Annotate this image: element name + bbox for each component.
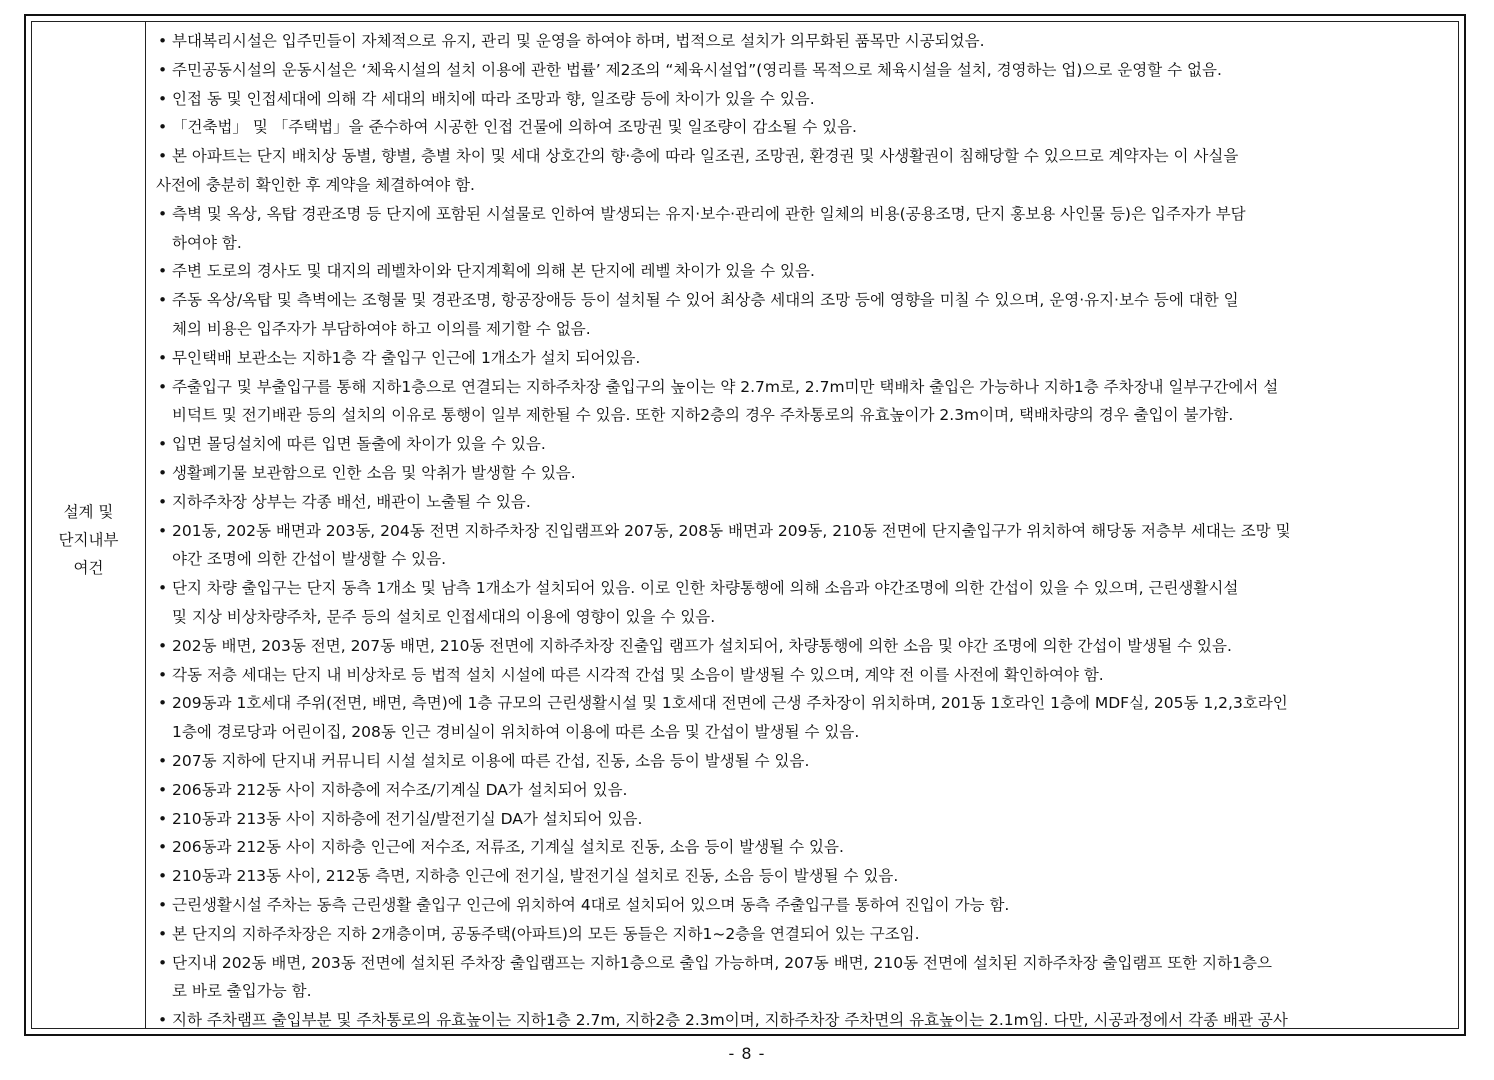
notice-item [156, 488, 1448, 517]
notice-item [156, 142, 1448, 200]
notice-item [156, 113, 1448, 142]
notice-item [156, 85, 1448, 114]
bullet-icon: • [158, 262, 168, 281]
notice-item-line: 주변 도로의 경사도 및 대지의 레벨차이와 단지계획에 의해 본 단지에 레벨 차이가 있을 수 있음. [172, 262, 815, 281]
bullet-icon: • [158, 291, 168, 310]
bullet-icon: • [158, 809, 168, 828]
notice-item [156, 891, 1448, 920]
bullet-icon: • [158, 147, 168, 166]
bullet-icon: • [158, 435, 168, 454]
notice-item-line: 주동 옥상/옥탑 및 측벽에는 조형물 및 경관조명, 항공장애등 등이 설치될 수 있어 최상층 세대의 조망 등에 영향을 미칠 수 있으며, 운영·유지·보수 등에 대한 일 [172, 291, 1239, 310]
notice-item [156, 257, 1448, 286]
notice-item-line: 사전에 충분히 확인한 후 계약을 체결하여야 함. [156, 175, 475, 194]
notice-item-line: 입면 몰딩설치에 따른 입면 돌출에 차이가 있을 수 있음. [172, 435, 546, 454]
notice-item-line: 단지내 202동 배면, 203동 전면에 설치된 주차장 출입램프는 지하1층으로 출입 가능하며, 207동 배면, 210동 전면에 설치된 지하주차장 출입램프 또한 지하1층으 [172, 953, 1272, 972]
bullet-icon: • [158, 492, 168, 511]
notice-table [24, 14, 1466, 1036]
bullet-icon: • [158, 89, 168, 108]
notice-item-line: 근린생활시설 주차는 동측 근린생활 출입구 인근에 위치하여 4대로 설치되어 있으며 동측 주출입구를 통하여 진입이 가능 함. [172, 895, 1010, 914]
bullet-icon: • [158, 579, 168, 598]
bullet-icon: • [158, 521, 168, 540]
notice-item [156, 776, 1448, 805]
bullet-icon: • [158, 838, 168, 857]
notice-item-line: 생활폐기물 보관함으로 인한 소음 및 악취가 발생할 수 있음. [172, 463, 576, 482]
notice-table-row [31, 21, 1459, 1029]
notice-item-line: 및 지상 비상차량주차, 문주 등의 설치로 인접세대의 이용에 영향이 있을 수 있음. [172, 607, 716, 626]
notice-item [156, 661, 1448, 690]
bullet-icon: • [158, 348, 168, 367]
notice-item-line: 202동 배면, 203동 전면, 207동 배면, 210동 전면에 지하주차장 진출입 램프가 설치되어, 차량통행에 의한 소음 및 야간 조명에 의한 간섭이 발생될 수 있음. [172, 636, 1232, 655]
notice-item [156, 689, 1448, 747]
notice-item-line: 비덕트 및 전기배관 등의 설치의 이유로 통행이 일부 제한될 수 있음. 또한 지하2층의 경우 주차통로의 유효높이가 2.3m이며, 택배차량의 경우 출입이 불가함. [172, 406, 1234, 425]
section-label: 설계 및 단지내부 여건 [58, 503, 119, 577]
notice-item [156, 805, 1448, 834]
bullet-icon: • [158, 895, 168, 914]
notice-item [156, 862, 1448, 891]
notice-item-line: 207동 지하에 단지내 커뮤니티 시설 설치로 이용에 따른 간섭, 진동, 소음 등이 발생될 수 있음. [172, 751, 810, 770]
notice-item [156, 632, 1448, 661]
bullet-icon: • [158, 924, 168, 943]
notice-item-line: 부대복리시설은 입주민들이 자체적으로 유지, 관리 및 운영을 하여야 하며, 법적으로 설치가 의무화된 품목만 시공되었음. [172, 32, 985, 50]
notice-item [156, 1006, 1448, 1028]
notice-item [156, 286, 1448, 344]
notice-item [156, 747, 1448, 776]
bullet-icon: • [158, 780, 168, 799]
notice-item [156, 517, 1448, 575]
section-label-cell [32, 22, 146, 1028]
bullet-icon: • [158, 953, 168, 972]
bullet-icon: • [158, 1011, 168, 1028]
bullet-icon: • [158, 867, 168, 886]
notice-item-line: 지하주차장 상부는 각종 배선, 배관이 노출될 수 있음. [172, 492, 531, 511]
notice-item [156, 430, 1448, 459]
notice-item [156, 373, 1448, 431]
bullet-icon: • [158, 694, 168, 713]
page-number: - 8 - [728, 1044, 766, 1063]
notice-item-line: 본 아파트는 단지 배치상 동별, 향별, 층별 차이 및 세대 상호간의 향·층에 따라 일조권, 조망권, 환경권 및 사생활권이 침해당할 수 있으므로 계약자는 이 사실을 [172, 147, 1239, 166]
notice-item [156, 920, 1448, 949]
notice-item-line: 210동과 213동 사이 지하층에 전기실/발전기실 DA가 설치되어 있음. [172, 809, 643, 828]
notice-item-line: 주출입구 및 부출입구를 통해 지하1층으로 연결되는 지하주차장 출입구의 높이는 약 2.7m로, 2.7m미만 택배차 출입은 가능하나 지하1층 주차장내 일부구간에서 설 [172, 377, 1279, 396]
notice-item [156, 56, 1448, 85]
notice-item-line: 201동, 202동 배면과 203동, 204동 전면 지하주차장 진입램프와 207동, 208동 배면과 209동, 210동 전면에 단지출입구가 위치하여 해당동 저층부 세대는 조망 및 [172, 521, 1291, 540]
notice-item [156, 833, 1448, 862]
notice-item-line: 하여야 함. [172, 233, 242, 252]
bullet-icon: • [158, 377, 168, 396]
notice-item [156, 27, 1448, 56]
notice-item-line: 로 바로 출입가능 함. [172, 982, 312, 1001]
section-content-cell [146, 22, 1458, 1028]
bullet-icon: • [158, 60, 168, 79]
notice-item-line: 206동과 212동 사이 지하층에 저수조/기계실 DA가 설치되어 있음. [172, 780, 628, 799]
bullet-icon: • [158, 665, 168, 684]
notice-item [156, 200, 1448, 258]
notice-item [156, 574, 1448, 632]
bullet-icon: • [158, 118, 168, 137]
notice-item-line: 209동과 1호세대 주위(전면, 배면, 측면)에 1층 규모의 근린생활시설 및 1호세대 전면에 근생 주차장이 위치하며, 201동 1호라인 1층에 MDF실, 205동 1,2,3호라인 [172, 694, 1288, 713]
bullet-icon: • [158, 636, 168, 655]
notice-item-line: 본 단지의 지하주차장은 지하 2개층이며, 공동주택(아파트)의 모든 동들은 지하1~2층을 연결되어 있는 구조임. [172, 924, 920, 943]
notice-item [156, 344, 1448, 373]
notice-bullet-list [156, 27, 1448, 1028]
notice-item-line: 1층에 경로당과 어린이집, 208동 인근 경비실이 위치하여 이용에 따른 소음 및 간섭이 발생될 수 있음. [172, 723, 860, 742]
notice-item-line: 야간 조명에 의한 간섭이 발생할 수 있음. [172, 550, 447, 569]
notice-item-line: 210동과 213동 사이, 212동 측면, 지하층 인근에 전기실, 발전기실 설치로 진동, 소음 등이 발생될 수 있음. [172, 867, 899, 886]
bullet-icon: • [158, 751, 168, 770]
notice-item-line: 206동과 212동 사이 지하층 인근에 저수조, 저류조, 기계실 설치로 진동, 소음 등이 발생될 수 있음. [172, 838, 844, 857]
notice-item-line: 단지 차량 출입구는 단지 동측 1개소 및 남측 1개소가 설치되어 있음. 이로 인한 차량통행에 의해 소음과 야간조명에 의한 간섭이 있을 수 있으며, 근린생활시설 [172, 579, 1239, 598]
notice-item-line: 각동 저층 세대는 단지 내 비상차로 등 법적 설치 시설에 따른 시각적 간섭 및 소음이 발생될 수 있으며, 계약 전 이를 사전에 확인하여야 함. [172, 665, 1104, 684]
notice-item-line: 인접 동 및 인접세대에 의해 각 세대의 배치에 따라 조망과 향, 일조량 등에 차이가 있을 수 있음. [172, 89, 815, 108]
bullet-icon: • [158, 204, 168, 223]
notice-item [156, 949, 1448, 1007]
bullet-icon: • [158, 463, 168, 482]
notice-item [156, 459, 1448, 488]
notice-item-line: 주민공동시설의 운동시설은 ‘체육시설의 설치 이용에 관한 법률’ 제2조의 “체육시설업”(영리를 목적으로 체육시설을 설치, 경영하는 업)으로 운영할 수 없음. [172, 60, 1222, 79]
notice-item-line: 무인택배 보관소는 지하1층 각 출입구 인근에 1개소가 설치 되어있음. [172, 348, 641, 367]
bullet-icon: • [158, 32, 168, 50]
notice-item-line: 측벽 및 옥상, 옥탑 경관조명 등 단지에 포함된 시설물로 인하여 발생되는 유지·보수·관리에 관한 일체의 비용(공용조명, 단지 홍보용 사인물 등)은 입주자가 부담 [172, 204, 1246, 223]
notice-item-line: 체의 비용은 입주자가 부담하여야 하고 이의를 제기할 수 없음. [172, 319, 591, 338]
notice-item-line: 지하 주차램프 출입부분 및 주차통로의 유효높이는 지하1층 2.7m, 지하2층 2.3m이며, 지하주차장 주차면의 유효높이는 2.1m임. 다만, 시공과정에서 각종 배관 공사 [172, 1011, 1288, 1028]
notice-item-line: 「건축법」 및 「주택법」을 준수하여 시공한 인접 건물에 의하여 조망권 및 일조량이 감소될 수 있음. [172, 118, 857, 137]
